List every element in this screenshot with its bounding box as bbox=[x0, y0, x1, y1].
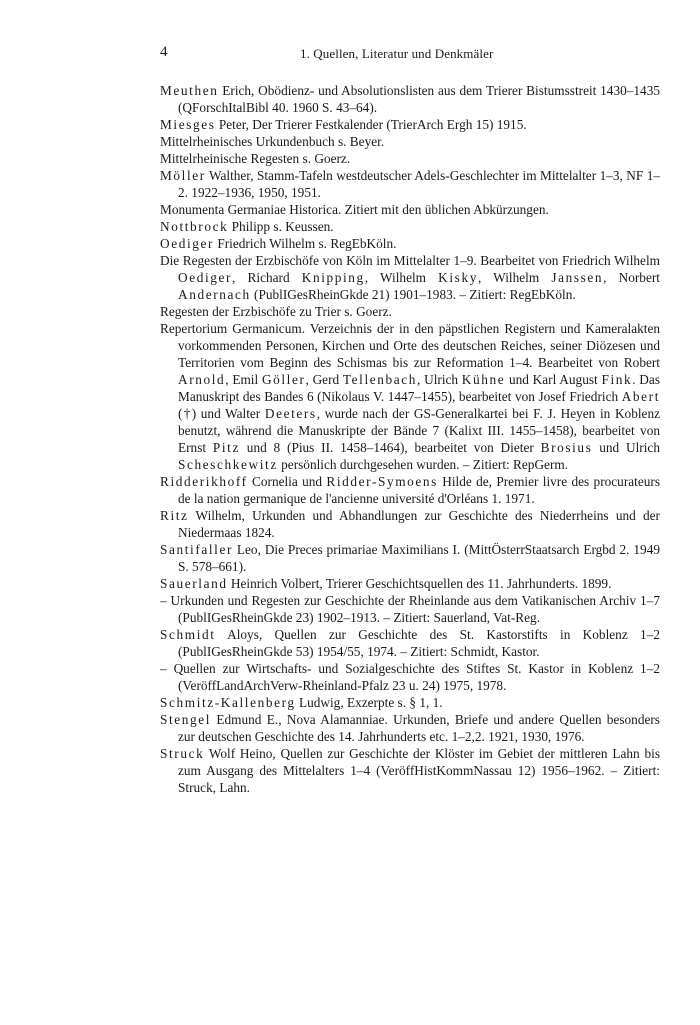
entry-text: persönlich durchgesehen wurden. – Zitiert: RepGerm. bbox=[277, 457, 569, 472]
author-name: Sauerland bbox=[160, 576, 228, 591]
bibliography-entry bbox=[160, 252, 660, 303]
author-name: Arnold bbox=[178, 372, 226, 387]
entry-text: Peter, Der Trierer Festkalender (TrierArch Ergh 15) 1915. bbox=[215, 117, 527, 132]
author-name: Tellenbach bbox=[342, 372, 418, 387]
author-name: Knipping bbox=[301, 270, 365, 285]
bibliography-entry bbox=[160, 507, 660, 541]
author-name: Janssen bbox=[551, 270, 604, 285]
entry-text: Cornelia und bbox=[247, 474, 327, 489]
entry-text: Wolf Heino, Quellen zur Geschichte der Klöster im Gebiet der mittleren Lahn bis zum Ausgang des Mittelalters 1–4 (VeröffHistKommNassau 12) 1956–1962. – Zitiert: Struck, Lahn. bbox=[178, 746, 660, 795]
entry-text: Leo, Die Preces primariae Maximilians I. (MittÖsterrStaatsarch Ergbd 2. 1949 S. 578–661). bbox=[178, 542, 660, 574]
author-name: Oediger bbox=[178, 270, 233, 285]
entry-text: Erich, Obödienz- und Absolutionslisten aus dem Trierer Bistumsstreit 1430–1435 (QForschItalBibl 40. 1960 S. 43–64). bbox=[178, 83, 660, 115]
bibliography-entry bbox=[160, 235, 660, 252]
entry-text: und 8 (Pius II. 1458–1464), bearbeitet von Dieter bbox=[239, 440, 541, 455]
author-name: Schmitz-Kallenberg bbox=[160, 695, 296, 710]
author-name: Oediger bbox=[160, 236, 215, 251]
author-name: Kisky bbox=[438, 270, 478, 285]
author-name: Schmidt bbox=[160, 627, 216, 642]
author-name: Struck bbox=[160, 746, 205, 761]
entry-text: Monumenta Germaniae Historica. Zitiert mit den üblichen Abkürzungen. bbox=[160, 202, 549, 217]
bibliography-entry bbox=[160, 167, 660, 201]
entry-text: Regesten der Erzbischöfe zu Trier s. Goerz. bbox=[160, 304, 392, 319]
page-number: 4 bbox=[160, 44, 168, 60]
author-name: Abert bbox=[621, 389, 660, 404]
entry-text: Die Regesten der Erzbischöfe von Köln im Mittelalter 1–9. Bearbeitet von Friedrich Wilhelm bbox=[160, 253, 660, 268]
bibliography-entry bbox=[160, 218, 660, 235]
entry-text: Walther, Stamm-Tafeln westdeutscher Adels-Geschlechter im Mittelalter 1–3, NF 1–2. 1922–1936, 1950, 1951. bbox=[178, 168, 660, 200]
author-name: Stengel bbox=[160, 712, 212, 727]
entry-text: , Gerd bbox=[305, 372, 343, 387]
bibliography-entry bbox=[160, 303, 660, 320]
author-name: Pitz bbox=[212, 440, 240, 455]
author-name: Möller bbox=[160, 168, 206, 183]
entry-text: Edmund E., Nova Alamanniae. Urkunden, Briefe und andere Quellen besonders zur deutschen Geschichte des 14. Jahrhunderts etc. 1–2,2. 1921, 1930, 1976. bbox=[178, 712, 660, 744]
bibliography-entry bbox=[160, 541, 660, 575]
entry-text: (PublIGesRheinGkde 21) 1901–1983. – Zitiert: RegEbKöln. bbox=[250, 287, 576, 302]
entry-text: Wilhelm, Urkunden und Abhandlungen zur Geschichte des Niederrheins und der Niedermaas 1824. bbox=[178, 508, 660, 540]
bibliography-entry bbox=[160, 592, 660, 626]
entry-text: . Das Manuskript des Bandes 6 (Nikolaus V. 1447–1455), bearbeitet von Josef Friedrich bbox=[178, 372, 660, 404]
entry-text: – Quellen zur Wirtschafts- und Sozialgeschichte des Stiftes St. Kastor in Koblenz 1–2 (VeröffLandArchVerw-Rheinland-Pfalz 23 u. 24) 1975, 1978. bbox=[160, 661, 660, 693]
bibliography-entry bbox=[160, 694, 660, 711]
author-name: Brosius bbox=[540, 440, 593, 455]
author-name: Ritz bbox=[160, 508, 189, 523]
running-title: 1. Quellen, Literatur und Denkmäler bbox=[300, 46, 494, 61]
entry-text: Mittelrheinische Regesten s. Goerz. bbox=[160, 151, 351, 166]
bibliography-entry bbox=[160, 745, 660, 796]
entry-text: , Richard bbox=[232, 270, 302, 285]
entry-text: , wurde nach der GS-Generalkartei bei F. J. Heyen in Koblenz benutzt, während die Manuskripte der Bände 7 (Kalixt III. 1455–1458), bearbeitet von Ernst bbox=[178, 406, 660, 455]
entry-text: Heinrich Volbert, Trierer Geschichtsquellen des 11. Jahrhunderts. 1899. bbox=[227, 576, 612, 591]
bibliography-entry bbox=[160, 133, 660, 150]
entry-text: (†) und Walter bbox=[178, 406, 265, 421]
author-name: Nottbrock bbox=[160, 219, 229, 234]
bibliography-entry bbox=[160, 201, 660, 218]
bibliography-entry bbox=[160, 150, 660, 167]
entry-text: , Norbert bbox=[603, 270, 660, 285]
entry-text: Hilde de, Premier livre des procurateurs de la nation germanique de l'ancienne université d'Orléans 1. 1971. bbox=[178, 474, 660, 506]
author-name: Meuthen bbox=[160, 83, 219, 98]
author-name: Scheschkewitz bbox=[178, 457, 278, 472]
bibliography-entry bbox=[160, 82, 660, 116]
bibliography-entry bbox=[160, 575, 660, 592]
entry-text: , Ulrich bbox=[417, 372, 462, 387]
bibliography-entry bbox=[160, 473, 660, 507]
author-name: Fink bbox=[601, 372, 633, 387]
bibliography-entry bbox=[160, 116, 660, 133]
entry-text: Friedrich Wilhelm s. RegEbKöln. bbox=[214, 236, 397, 251]
entry-text: , Wilhelm bbox=[477, 270, 552, 285]
bibliography-entry bbox=[160, 660, 660, 694]
entry-text: Philipp s. Keussen. bbox=[228, 219, 334, 234]
author-name: Göller bbox=[261, 372, 306, 387]
entry-text: – Urkunden und Regesten zur Geschichte der Rheinlande aus dem Vatikanischen Archiv 1–7 (PublIGesRheinGkde 23) 1902–1913. – Zitiert: Sauerland, Vat-Reg. bbox=[160, 593, 660, 625]
author-name: Ridder-Symoens bbox=[326, 474, 438, 489]
bibliography-entry bbox=[160, 626, 660, 660]
author-name: Ridderikhoff bbox=[160, 474, 248, 489]
entry-text: Mittelrheinisches Urkundenbuch s. Beyer. bbox=[160, 134, 385, 149]
bibliography-list bbox=[160, 82, 660, 796]
author-name: Santifaller bbox=[160, 542, 233, 557]
entry-text: , Wilhelm bbox=[364, 270, 439, 285]
entry-text: , Emil bbox=[225, 372, 262, 387]
entry-text: Ludwig, Exzerpte s. § 1, 1. bbox=[295, 695, 443, 710]
entry-text: und Ulrich bbox=[592, 440, 660, 455]
entry-text: und Karl August bbox=[505, 372, 602, 387]
author-name: Andernach bbox=[178, 287, 251, 302]
entry-text: Repertorium Germanicum. Verzeichnis der in den päpstlichen Registern und Kameralakten vorkommenden Personen, Kirchen und Orte des deutschen Reiches, seiner Diözesen und Territorien vom Beginn des Schismas bis zur Reformation 1–4. Bearbeitet von Robert bbox=[160, 321, 660, 370]
bibliography-entry bbox=[160, 320, 660, 473]
author-name: Miesges bbox=[160, 117, 216, 132]
author-name: Kühne bbox=[461, 372, 506, 387]
author-name: Deeters bbox=[264, 406, 317, 421]
entry-text: Aloys, Quellen zur Geschichte des St. Kastorstifts in Koblenz 1–2 (PublIGesRheinGkde 53) 1954/55, 1974. – Zitiert: Schmidt, Kastor. bbox=[178, 627, 660, 659]
bibliography-entry bbox=[160, 711, 660, 745]
